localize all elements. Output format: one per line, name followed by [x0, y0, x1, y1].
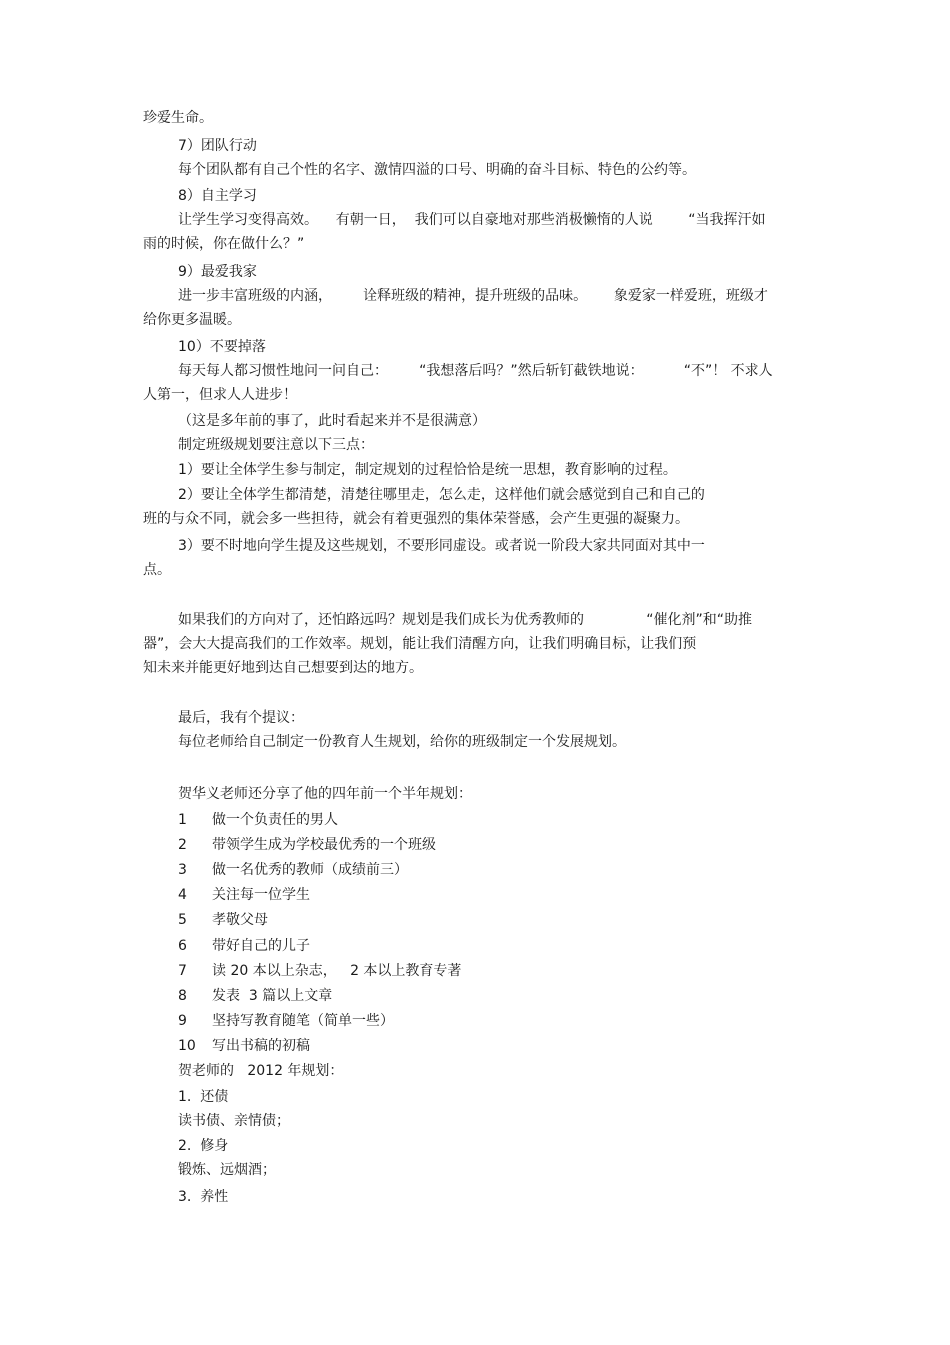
text-line: 雨的时候，你在做什么？” [143, 236, 305, 252]
plan-item-text: 写出书稿的初稿 [212, 1038, 310, 1054]
text-line: 让学生学习变得高效。 有朝一日， 我们可以自豪地对那些消极懒惰的人说 “当我挥汗如 [178, 212, 766, 228]
plan-item-number: 9 [178, 1013, 187, 1029]
text-line: 读书债、亲情债； [178, 1113, 290, 1129]
text-line: 进一步丰富班级的内涵， 诠释班级的精神，提升班级的品味。 象爱家一样爱班，班级才 [178, 288, 768, 304]
text-line: 2）要让全体学生都清楚，清楚往哪里走，怎么走，这样他们就会感觉到自己和自己的 [178, 487, 705, 503]
plan-item-text: 发表 3 篇以上文章 [212, 988, 333, 1004]
text-line: 班的与众不同，就会多一些担待，就会有着更强烈的集体荣誉感，会产生更强的凝聚力。 [143, 511, 689, 527]
text-line: 点。 [143, 562, 171, 578]
text-line: 器”，会大大提高我们的工作效率。规划，能让我们清醒方向，让我们明确目标，让我们预 [143, 636, 697, 652]
text-line: 每天每人都习惯性地问一问自己： “我想落后吗？”然后斩钉截铁地说： “不”！ 不求人 [178, 363, 773, 379]
text-line: 2. 修身 [178, 1138, 229, 1154]
plan-item-text: 孝敬父母 [212, 912, 268, 928]
plan-item-number: 8 [178, 988, 187, 1004]
text-line: 1）要让全体学生参与制定，制定规划的过程恰恰是统一思想，教育影响的过程。 [178, 462, 677, 478]
plan-item-number: 7 [178, 963, 187, 979]
plan-item-text: 关注每一位学生 [212, 887, 310, 903]
text-line: （这是多年前的事了，此时看起来并不是很满意） [178, 413, 486, 429]
plan-item-number: 6 [178, 938, 187, 954]
plan-item-number: 5 [178, 912, 187, 928]
text-line: 锻炼、远烟酒； [178, 1162, 276, 1178]
text-line: 贺华义老师还分享了他的四年前一个半年规划： [178, 786, 472, 802]
text-line: 如果我们的方向对了，还怕路远吗？规划是我们成长为优秀教师的 “催化剂”和“助推 [178, 612, 753, 628]
text-line: 每个团队都有自己个性的名字、激情四溢的口号、明确的奋斗目标、特色的公约等。 [178, 162, 696, 178]
text-line: 3. 养性 [178, 1189, 229, 1205]
text-line: 每位老师给自己制定一份教育人生规划，给你的班级制定一个发展规划。 [178, 734, 626, 750]
plan-item-number: 3 [178, 862, 187, 878]
plan-item-number: 2 [178, 837, 187, 853]
plan-item-text: 带领学生成为学校最优秀的一个班级 [212, 837, 436, 853]
text-line: 人第一，但求人人进步！ [143, 387, 297, 403]
plan-item-text: 读 20 本以上杂志， 2 本以上教育专著 [212, 963, 462, 979]
text-line: 最后，我有个提议： [178, 710, 304, 726]
text-line: 1. 还债 [178, 1089, 229, 1105]
plan-item-text: 坚持写教育随笔（简单一些） [212, 1013, 394, 1029]
plan-item-number: 1 [178, 812, 187, 828]
text-line: 珍爱生命。 [143, 110, 213, 126]
text-line: 给你更多温暖。 [143, 312, 241, 328]
text-line: 10）不要掉落 [178, 339, 266, 355]
text-line: 9）最爱我家 [178, 264, 257, 280]
text-line: 贺老师的 2012 年规划： [178, 1063, 344, 1079]
plan-item-text: 做一个负责任的男人 [212, 812, 338, 828]
plan-item-number: 4 [178, 887, 187, 903]
text-line: 7）团队行动 [178, 138, 257, 154]
text-line: 8）自主学习 [178, 188, 257, 204]
plan-item-text: 带好自己的儿子 [212, 938, 310, 954]
text-line: 3）要不时地向学生提及这些规划，不要形同虚设。或者说一阶段大家共同面对其中一 [178, 538, 705, 554]
plan-item-text: 做一名优秀的教师（成绩前三） [212, 862, 408, 878]
plan-item-number: 10 [178, 1038, 196, 1054]
text-line: 知未来并能更好地到达自己想要到达的地方。 [143, 660, 423, 676]
text-line: 制定班级规划要注意以下三点： [178, 437, 374, 453]
